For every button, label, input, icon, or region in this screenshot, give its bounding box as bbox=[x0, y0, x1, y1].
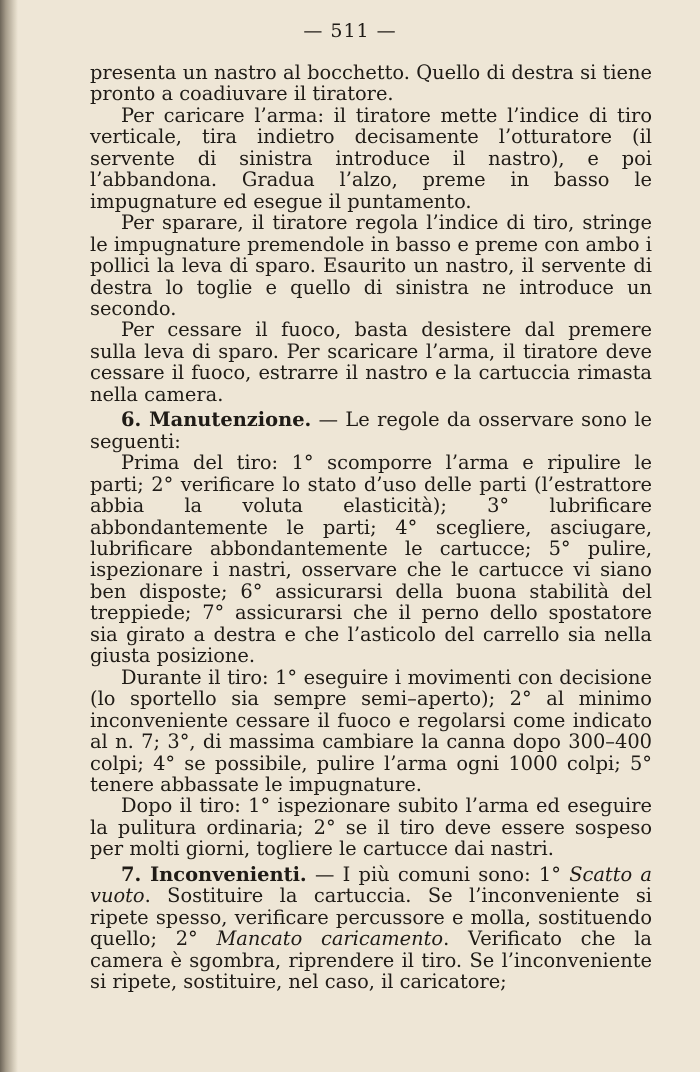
paragraph-before-firing: Prima del tiro: 1° scomporre l’arma e ripulire le parti; 2° verificare lo stato d’uso delle parti (l’estrattore abbia la voluta elasticità); 3° lubrificare abbondantemente le parti; 4° scegliere, asciugare, lubrificare abbondantemente le cartucce; 5° pulire, ispezionare i nastri, osservare che le cartucce vi siano ben disposte; 6° assicurarsi della buona stabilità del treppiede; 7° assicurarsi che il perno dello spostatore sia girato a destra e che l’asticolo del carrello sia nella giusta posizione. bbox=[90, 451, 652, 668]
page-number: — 511 — bbox=[303, 20, 397, 42]
malfunctions-text-a: — I più comuni sono: 1° bbox=[306, 862, 570, 886]
paragraph-continuation: presenta un nastro al bocchetto. Quello di destra si tiene pronto a coadiuvare il tiratore. bbox=[90, 61, 652, 106]
paragraph-firing: Per sparare, il tiratore regola l’indice di tiro, stringe le impugnature premendole in basso e preme con ambo i pollici la leva di sparo. Esaurito un nastro, il servente di destra lo toglie e quello di sinistra ne introduce un secondo. bbox=[90, 211, 652, 320]
paragraph-during-firing: Durante il tiro: 1° eseguire i movimenti con decisione (lo sportello sia sempre semi–aperto); 2° al minimo inconveniente cessare il fuoco e regolarsi come indicato al n. 7; 3°, di massima cambiare la canna dopo 300–400 colpi; 4° se possibile, pulire l’arma ogni 1000 colpi; 5° tenere abbassate le impugnature. bbox=[90, 665, 652, 796]
section-maintenance bbox=[90, 409, 652, 452]
malfunction-term-2: Mancato caricamento bbox=[216, 927, 444, 951]
section-malfunctions bbox=[90, 864, 652, 993]
book-gutter-shadow bbox=[0, 0, 18, 1072]
paragraph-after-firing: Dopo il tiro: 1° ispezionare subito l’arma ed eseguire la pulitura ordinaria; 2° se il tiro deve essere sospeso per molti giorni, togliere le cartucce dai nastri. bbox=[90, 794, 652, 861]
section-heading-maintenance: 6. Manutenzione. bbox=[121, 408, 312, 432]
malfunction-term-1: Scatto a vuoto bbox=[90, 862, 652, 908]
malfunctions-text-b: . Sostituire la cartuccia. Se l’inconveniente si ripete spesso, verificare percussore e molla, sostituendo quello; 2° bbox=[90, 884, 652, 951]
page-body bbox=[90, 62, 652, 992]
section-intro-maintenance: — Le regole da osservare sono le seguenti: bbox=[90, 408, 652, 453]
paragraph-loading: Per caricare l’arma: il tiratore mette l’indice di tiro verticale, tira indietro decisamente l’otturatore (il servente di sinistra introduce il nastro), e poi l’abbandona. Gradua l’alzo, preme in basso le impugnature ed esegue il puntamento. bbox=[90, 103, 652, 213]
section-heading-malfunctions: 7. Inconvenienti. bbox=[121, 862, 307, 886]
malfunctions-text-c: . Verificato che la camera è sgombra, riprendere il tiro. Se l’inconveniente si ripete, sostituire, nel caso, il caricatore; bbox=[90, 927, 652, 994]
paragraph-cease-fire: Per cessare il fuoco, basta desistere dal premere sulla leva di sparo. Per scaricare l’arma, il tiratore deve cessare il fuoco, estrarre il nastro e la cartuccia rimasta nella camera. bbox=[90, 318, 652, 406]
